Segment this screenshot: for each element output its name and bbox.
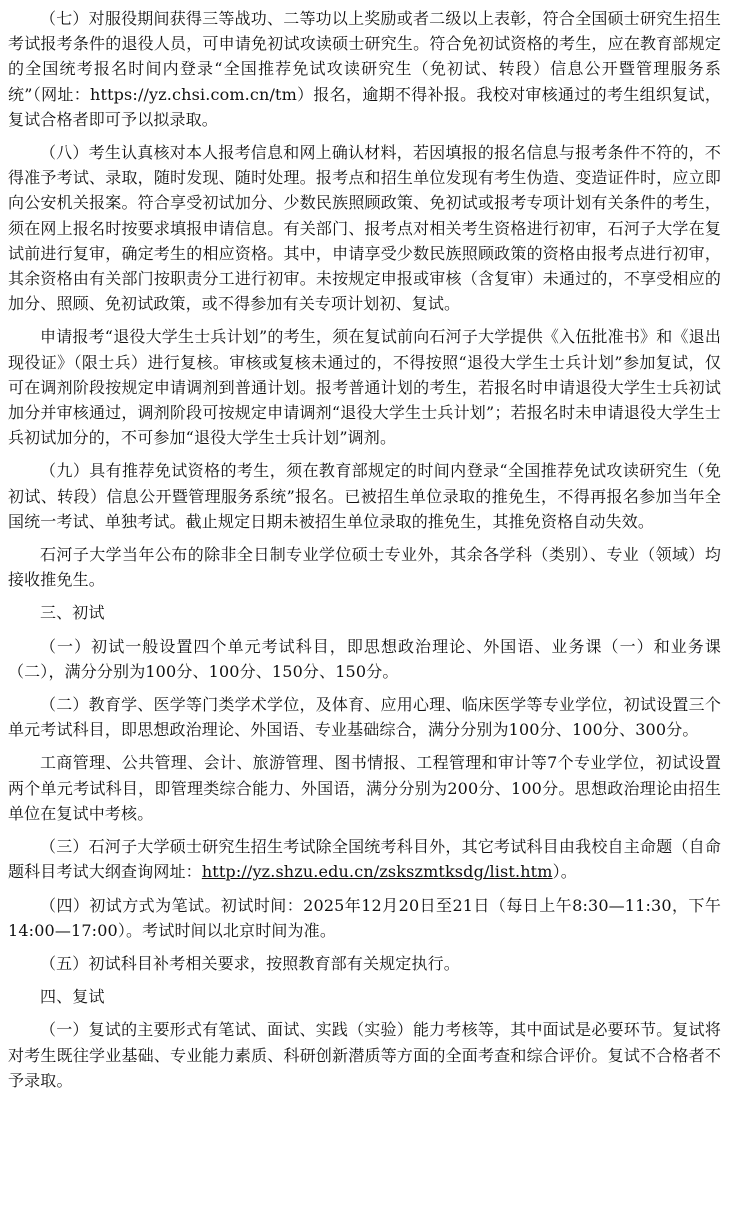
- paragraph-prelim-item-3-text: （三）石河子大学硕士研究生招生考试除全国统考科目外，其它考试科目由我校自主命题（自命题科目考试大纲查询网址：: [8, 837, 721, 882]
- syllabus-link[interactable]: http://yz.shzu.edu.cn/zskszmtksdg/list.htm: [201, 862, 553, 882]
- section-heading-reexam: 四、复试: [40, 987, 105, 1007]
- paragraph-item-8-verification: （八）考生认真核对本人报考信息和网上确认材料，若因填报的报名信息与报考条件不符的，不得准予考试、录取，随时发现、随时处理。报考点和招生单位发现有考生伪造、变造证件时，应立即向公安机关报案。符合享受初试加分、少数民族照顾政策、免初试或报考专项计划有关条件的考生，须在网上报名时按要求填报申请信息。有关部门、报考点对相关考生资格进行初审，石河子大学在复试前进行复审，确定考生的相应资格。其中，申请享受少数民族照顾政策的资格由报考点进行初审，其余资格由有关部门按职责分工进行初审。未按规定申报或审核（含复审）未通过的，不享受相应的加分、照顾、免初试政策，或不得参加有关专项计划初、复试。: [8, 143, 721, 314]
- section-heading-preliminary-exam: 三、初试: [40, 603, 105, 623]
- paragraph-prelim-item-1: （一）初试一般设置四个单元考试科目，即思想政治理论、外国语、业务课（一）和业务课（二），满分分别为100分、100分、150分、150分。: [8, 636, 721, 681]
- paragraph-prelim-item-5: （五）初试科目补考相关要求，按照教育部有关规定执行。: [40, 953, 460, 973]
- paragraph-reexam-item-1: （一）复试的主要形式有笔试、面试、实践（实验）能力考核等，其中面试是必要环节。复试将对考生既往学业基础、专业能力素质、科研创新潜质等方面的全面考查和综合评价。复试不合格者不予录取。: [8, 1020, 721, 1090]
- paragraph-prelim-item-3-end: ）。: [552, 862, 577, 882]
- paragraph-exempt-acceptance: 石河子大学当年公布的除非全日制专业学位硕士专业外，其余各学科（类别）、专业（领域）均接收推免生。: [8, 545, 721, 590]
- paragraph-item-9-recommended-exempt: （九）具有推荐免试资格的考生，须在教育部规定的时间内登录“全国推荐免试攻读研究生（免初试、转段）信息公开暨管理服务系统”报名。已被招生单位录取的推免生，不得再报名参加当年全国统一考试、单独考试。截止规定日期未被招生单位录取的推免生，其推免资格自动失效。: [8, 461, 721, 531]
- paragraph-management-degrees: 工商管理、公共管理、会计、旅游管理、图书情报、工程管理和审计等7个专业学位，初试设置两个单元考试科目，即管理类综合能力、外国语，满分分别为200分、100分。思想政治理论由招生单位在复试中考核。: [8, 753, 721, 823]
- paragraph-prelim-item-3: [8, 834, 721, 884]
- paragraph-prelim-item-4: （四）初试方式为笔试。初试时间：2025年12月20日至21日（每日上午8:30—11:30，下午14:00—17:00）。考试时间以北京时间为准。: [8, 895, 721, 940]
- paragraph-prelim-item-2: （二）教育学、医学等门类学术学位，及体育、应用心理、临床医学等专业学位，初试设置三个单元考试科目，即思想政治理论、外国语、专业基础综合，满分分别为100分、100分、300分。: [8, 695, 721, 740]
- paragraph-soldier-plan: 申请报考“退役大学生士兵计划”的考生，须在复试前向石河子大学提供《入伍批准书》和《退出现役证》（限士兵）进行复核。审核或复核未通过的，不得按照“退役大学生士兵计划”参加复试，仅可在调剂阶段按规定申请调剂到普通计划。报考普通计划的考生，若报名时申请退役大学生士兵初试加分并审核通过，调剂阶段可按规定申请调剂“退役大学生士兵计划”；若报名时未申请退役大学生士兵初试加分的，不可参加“退役大学生士兵计划”调剂。: [8, 327, 721, 448]
- paragraph-item-7-retired-soldiers: （七）对服役期间获得三等战功、二等功以上奖励或者二级以上表彰，符合全国硕士研究生招生考试报考条件的退役人员，可申请免初试攻读硕士研究生。符合免初试资格的考生，应在教育部规定的全国统考报名时间内登录“全国推荐免试攻读研究生（免初试、转段）信息公开暨管理服务系统”（网址：https://yz.chsi.com.cn/tm）报名，逾期不得补报。我校对审核通过的考生组织复试，复试合格者即可予以拟录取。: [8, 9, 721, 129]
